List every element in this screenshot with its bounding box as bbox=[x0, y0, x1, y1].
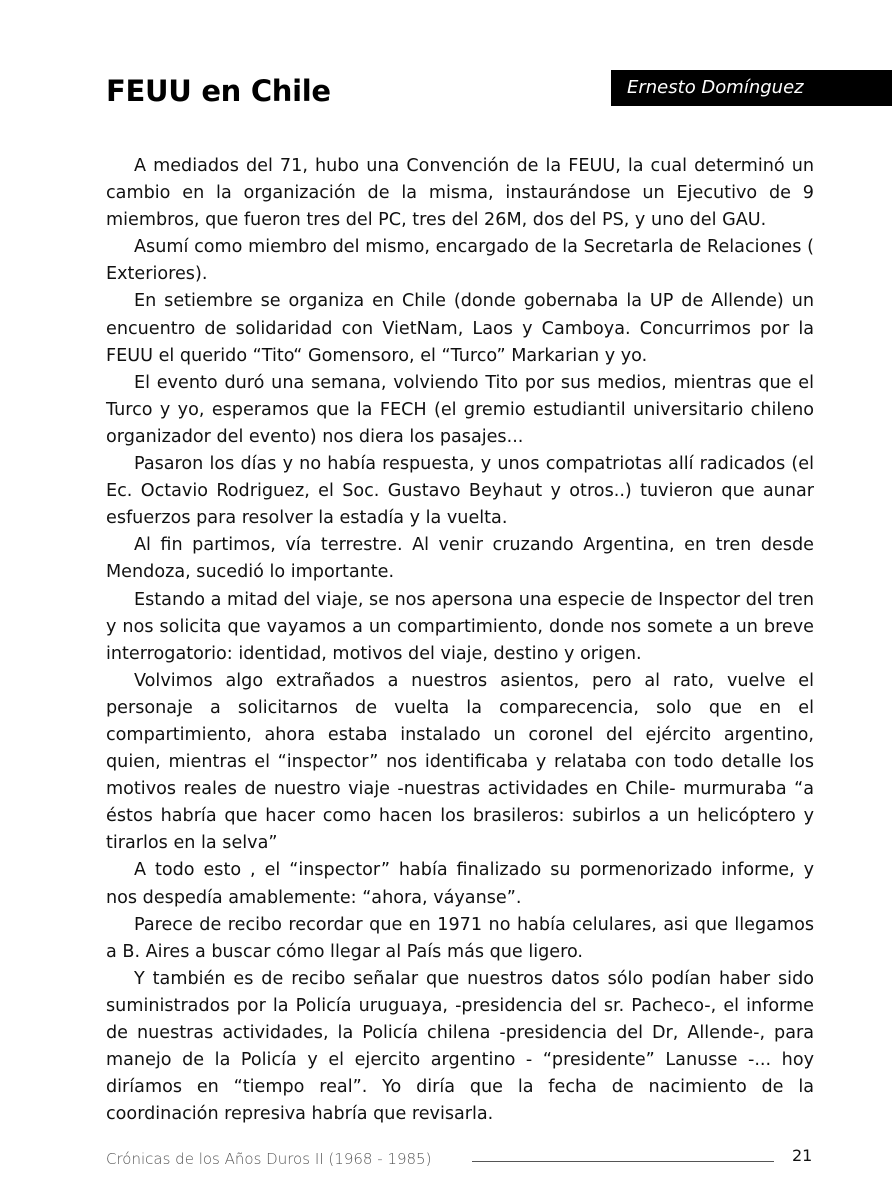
paragraph: A mediados del 71, hubo una Convención de la FEUU, la cual determinó un cambio en la organización de la misma, instaurándose un Ejecutivo de 9 miembros, que fueron tres del PC, tres del 26M, dos del PS, y uno del GAU. bbox=[106, 156, 814, 231]
paragraph: A todo esto , el “inspector” había finalizado su pormenorizado informe, y nos despedía amablemente: “ahora, váyanse”. bbox=[106, 860, 814, 908]
footer-divider bbox=[472, 1161, 774, 1162]
paragraph: El evento duró una semana, volviendo Tito por sus medios, mientras que el Turco y yo, esperamos que la FECH (el gremio estudiantil universitario chileno organizador del evento) nos diera los pasajes... bbox=[106, 372, 814, 447]
footer-book-title: Crónicas de los Años Duros II (1968 - 1985) bbox=[106, 1150, 432, 1168]
paragraph: Pasaron los días y no había respuesta, y unos compatriotas allí radicados (el Ec. Octavio Rodriguez, el Soc. Gustavo Beyhaut y otros..) tuvieron que aunar esfuerzos para resolver la estadía y la vuelta. bbox=[106, 454, 814, 529]
paragraph: Y también es de recibo señalar que nuestros datos sólo podían haber sido suministrados por la Policía uruguaya, -presidencia del sr. Pacheco-, el informe de nuestras actividades, la Policía chilena -presidencia del Dr, Allende-, para manejo de la Policía y el ejercito argentino - “presidente” Lanusse -... hoy diríamos en “tiempo real”. Yo diría que la fecha de nacimiento de la coordinación represiva habría que revisarla. bbox=[106, 968, 814, 1125]
paragraph: En setiembre se organiza en Chile (donde gobernaba la UP de Allende) un encuentro de solidaridad con VietNam, Laos y Camboya. Concurrimos por la FEUU el querido “Tito“ Gomensoro, el “Turco” Markarian y yo. bbox=[106, 291, 814, 366]
article-body bbox=[106, 153, 814, 1128]
author-banner bbox=[611, 70, 892, 106]
paragraph: Al fin partimos, vía terrestre. Al venir cruzando Argentina, en tren desde Mendoza, sucedió lo importante. bbox=[106, 535, 814, 583]
page-number: 21 bbox=[792, 1146, 813, 1165]
author-name: Ernesto Domínguez bbox=[627, 77, 804, 98]
page-title: FEUU en Chile bbox=[106, 74, 331, 108]
paragraph: Volvimos algo extrañados a nuestros asientos, pero al rato, vuelve el personaje a solicitarnos de vuelta la comparecencia, solo que en el compartimiento, ahora estaba instalado un coronel del ejército argentino, quien, mientras el “inspector” nos identificaba y relataba con todo detalle los motivos reales de nuestro viaje -nuestras actividades en Chile- murmuraba “a éstos habría que hacer como hacen los brasileros: subirlos a un helicóptero y tirarlos en la selva” bbox=[106, 670, 814, 854]
paragraph: Parece de recibo recordar que en 1971 no había celulares, asi que llegamos a B. Aires a buscar cómo llegar al País más que ligero. bbox=[106, 914, 814, 962]
paragraph: Asumí como miembro del mismo, encargado de la Secretarla de Relaciones ( Exteriores). bbox=[106, 237, 814, 285]
paragraph: Estando a mitad del viaje, se nos apersona una especie de Inspector del tren y nos solicita que vayamos a un compartimiento, donde nos somete a un breve interrogatorio: identidad, motivos del viaje, destino y origen. bbox=[106, 589, 814, 664]
